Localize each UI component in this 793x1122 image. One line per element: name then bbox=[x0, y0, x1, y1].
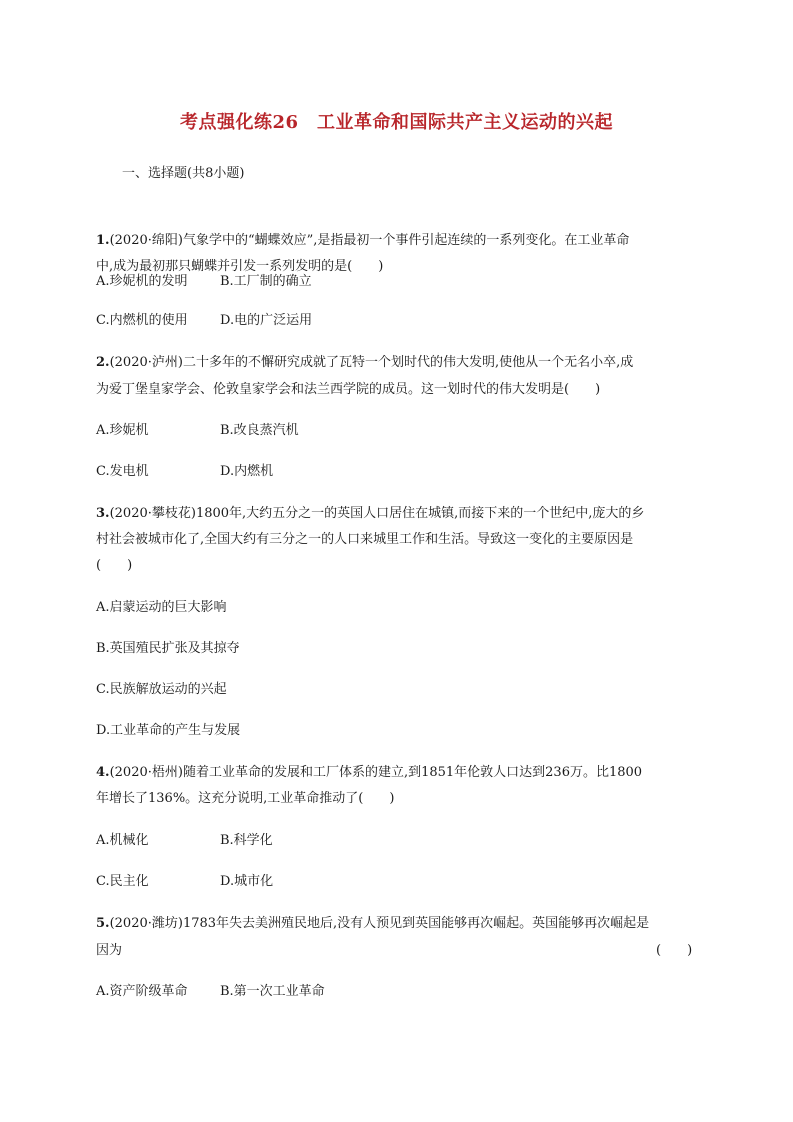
question-2-line-1 bbox=[96, 353, 633, 373]
question-3-option-d bbox=[96, 721, 240, 741]
question-5-line-2 bbox=[96, 941, 122, 961]
question-number: 4. bbox=[96, 765, 110, 780]
question-number: 2. bbox=[96, 355, 110, 370]
option-c: C.内燃机的使用 bbox=[96, 313, 188, 328]
option-d: D.内燃机 bbox=[220, 464, 274, 479]
question-3-option-c bbox=[96, 680, 227, 700]
question-text: (2020·潍坊)1783年失去美洲殖民地后,没有人预见到英国能够再次崛起。英国能够再次崛起是 bbox=[109, 916, 650, 931]
question-3-option-b bbox=[96, 639, 240, 659]
question-text: 年增长了136%。这充分说明,工业革命推动了( ) bbox=[96, 791, 395, 806]
question-4-options-row-2 bbox=[96, 872, 273, 892]
question-text: 为爱丁堡皇家学会、伦敦皇家学会和法兰西学院的成员。这一划时代的伟大发明是( ) bbox=[96, 382, 601, 397]
option-b: B.第一次工业革命 bbox=[220, 984, 325, 999]
option-a: A.资产阶级革命 bbox=[96, 984, 188, 999]
question-text: (2020·梧州)随着工业革命的发展和工厂体系的建立,到1851年伦敦人口达到236万。比1800 bbox=[109, 765, 643, 780]
question-2-options-row-1 bbox=[96, 421, 299, 441]
option-b: B.科学化 bbox=[220, 833, 273, 848]
question-number: 3. bbox=[96, 506, 110, 521]
option-b: B.工厂制的确立 bbox=[220, 274, 312, 289]
page-title: 考点强化练26 工业革命和国际共产主义运动的兴起 bbox=[179, 112, 614, 133]
question-1-line-1 bbox=[96, 231, 629, 251]
option-a: A.启蒙运动的巨大影响 bbox=[96, 600, 227, 615]
option-d: D.城市化 bbox=[220, 874, 274, 889]
question-number: 1. bbox=[96, 233, 110, 248]
question-4-line-1 bbox=[96, 763, 642, 783]
question-2-options-row-2 bbox=[96, 462, 273, 482]
question-text: (2020·泸州)二十多年的不懈研究成就了瓦特一个划时代的伟大发明,使他从一个无名小卒,成 bbox=[109, 355, 634, 370]
section-heading: 一、选择题(共8小题) bbox=[122, 166, 245, 181]
question-1-options-row-2 bbox=[96, 311, 312, 331]
question-text: 中,成为最初那只蝴蝶并引发一系列发明的是( ) bbox=[96, 259, 384, 274]
question-5-line-1 bbox=[96, 914, 649, 934]
option-b: B.英国殖民扩张及其掠夺 bbox=[96, 641, 240, 656]
option-a: A.珍妮机 bbox=[96, 423, 149, 438]
question-2-line-2 bbox=[96, 380, 600, 400]
option-d: D.电的广泛运用 bbox=[220, 313, 313, 328]
option-a: A.珍妮机的发明 bbox=[96, 274, 188, 289]
option-d: D.工业革命的产生与发展 bbox=[96, 723, 241, 738]
question-5-options-row-1 bbox=[96, 982, 325, 1002]
option-c: C.民族解放运动的兴起 bbox=[96, 682, 227, 697]
question-text: 因为 bbox=[96, 943, 123, 958]
option-c: C.民主化 bbox=[96, 874, 149, 889]
option-a: A.机械化 bbox=[96, 833, 149, 848]
answer-parentheses: ( ) bbox=[656, 943, 693, 958]
option-b: B.改良蒸汽机 bbox=[220, 423, 299, 438]
question-3-line-1 bbox=[96, 504, 644, 524]
question-3-line-3 bbox=[96, 556, 132, 576]
question-text: ( ) bbox=[96, 558, 133, 573]
question-1-options-row-1 bbox=[96, 272, 312, 292]
question-4-line-2 bbox=[96, 789, 394, 809]
question-3-line-2 bbox=[96, 530, 633, 550]
question-text: (2020·攀枝花)1800年,大约五分之一的英国人口居住在城镇,而接下来的一个世纪中,庞大的乡 bbox=[109, 506, 645, 521]
question-text: (2020·绵阳)气象学中的“蝴蝶效应”,是指最初一个事件引起连续的一系列变化。在工业革命 bbox=[109, 233, 630, 248]
question-text: 村社会被城市化了,全国大约有三分之一的人口来城里工作和生活。导致这一变化的主要原因是 bbox=[96, 532, 634, 547]
question-number: 5. bbox=[96, 916, 110, 931]
question-3-option-a bbox=[96, 598, 227, 618]
question-4-options-row-1 bbox=[96, 831, 273, 851]
option-c: C.发电机 bbox=[96, 464, 149, 479]
